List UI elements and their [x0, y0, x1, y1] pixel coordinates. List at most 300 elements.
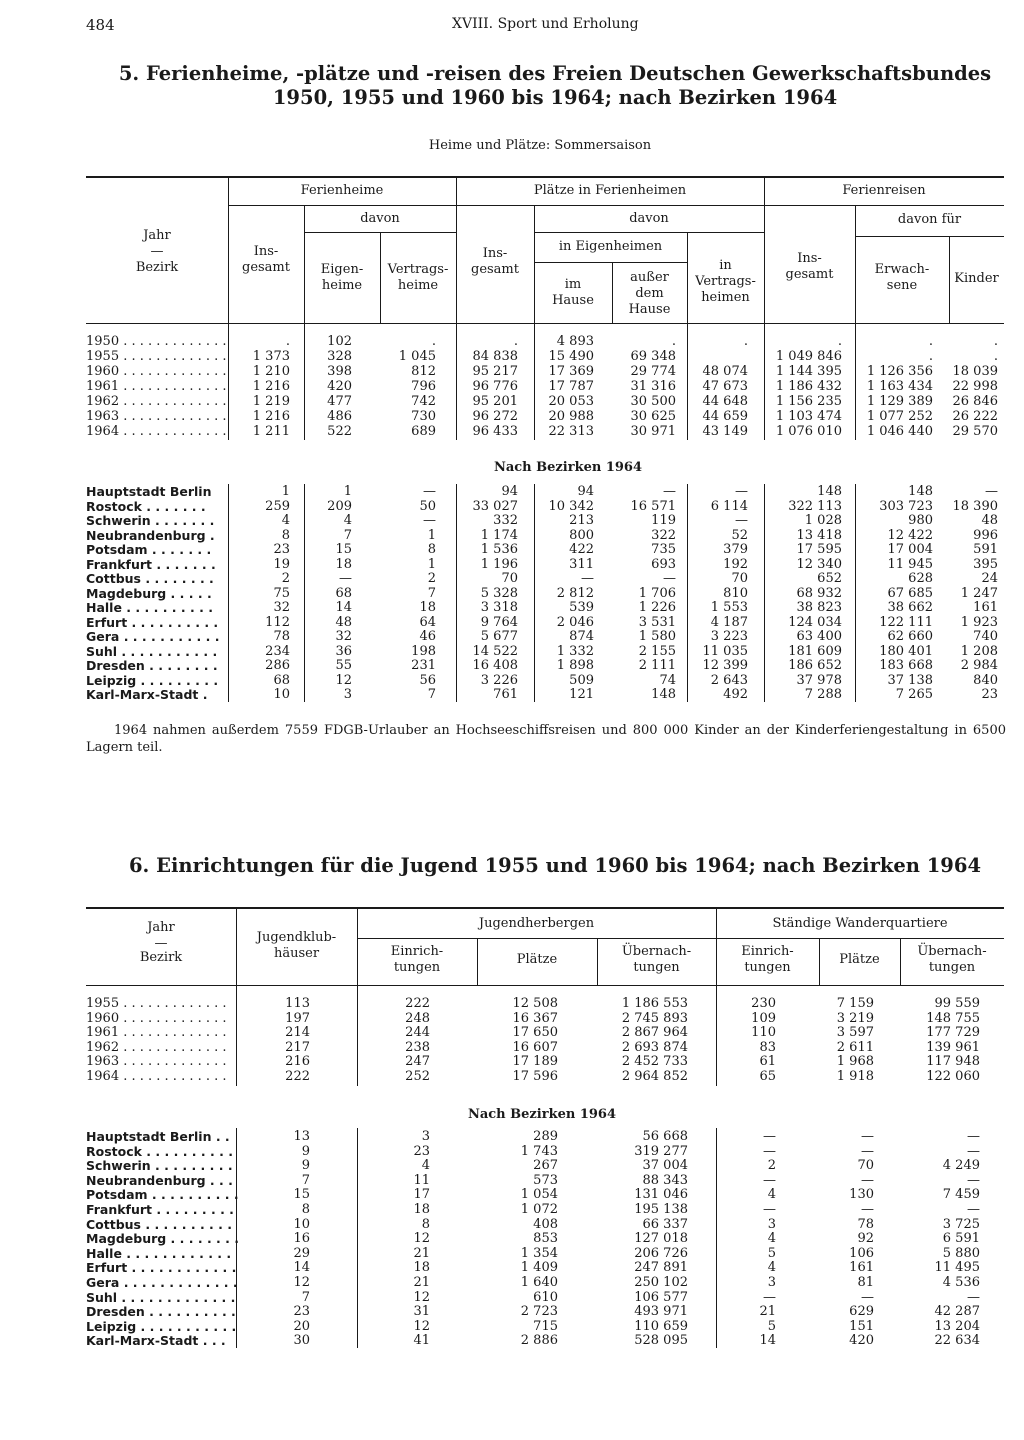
t5-section-label: Nach Bezirken 1964	[493, 460, 643, 475]
row-label: 1962 . . . . . . . . . . . . .	[86, 1039, 227, 1055]
table-cell: —	[861, 1143, 874, 1159]
table-cell: 1 332	[556, 643, 594, 659]
table-cell: 42 287	[934, 1304, 980, 1320]
table-cell: —	[967, 1289, 980, 1305]
t6-sub-rule	[357, 938, 1004, 939]
t6-header-rule	[86, 985, 1004, 986]
table-cell: 230	[751, 996, 776, 1011]
t6-h-plaetze: Plätze	[839, 952, 880, 967]
table-cell: 730	[411, 409, 436, 424]
table-cell: 1 208	[960, 643, 998, 659]
table-cell: 95 217	[472, 364, 518, 379]
table-row	[0, 1320, 1024, 1335]
table-cell: 151	[849, 1318, 874, 1334]
table-cell: 96 272	[472, 409, 518, 424]
table-row	[0, 645, 1024, 660]
table-cell: 10 342	[548, 498, 594, 514]
table-cell: 1 409	[520, 1260, 558, 1276]
table-cell: 24	[981, 571, 998, 586]
table-cell: 3 226	[480, 672, 518, 688]
table-cell: 1 072	[520, 1202, 558, 1217]
table-cell: 10	[293, 1216, 310, 1232]
table-cell: 319 277	[634, 1143, 688, 1159]
table-cell: 1 226	[638, 600, 676, 615]
table-cell: 7 459	[942, 1187, 980, 1203]
t6-h-jahr: Jahr	[147, 920, 175, 935]
row-label: 1964 . . . . . . . . . . . . .	[86, 424, 227, 439]
t6-h-einrichtungen: Einrich- tungen	[390, 944, 444, 975]
table-cell: 2	[767, 1158, 776, 1174]
t5-h-ausser-hause: außer dem Hause	[628, 270, 671, 317]
table-row	[0, 395, 1024, 410]
t6-h-wanderquartiere: Ständige Wanderquartiere	[772, 916, 948, 931]
table-cell: 41	[413, 1333, 430, 1349]
table-cell: 996	[973, 527, 998, 543]
table-cell: 422	[569, 542, 594, 557]
row-label: 1960 . . . . . . . . . . . . .	[86, 364, 227, 379]
table-cell: 11 945	[887, 556, 933, 572]
table-cell: 12	[413, 1318, 430, 1334]
table-cell: 1 144 395	[775, 364, 842, 379]
t6-title: 6. Einrichtungen für die Jugend 1955 und 1960 bis 1964; nach Bezirken 1964	[128, 854, 982, 877]
table-cell: 1 054	[520, 1187, 558, 1203]
table-cell: 48	[981, 513, 998, 528]
t6-h-uebernachtungen: Übernach- tungen	[917, 944, 987, 975]
t6-h-jugendherbergen: Jugendherbergen	[478, 916, 595, 931]
t5-h-ferienreisen: Ferienreisen	[842, 183, 926, 198]
table-cell: 12	[413, 1289, 430, 1305]
table-cell: 9	[301, 1143, 310, 1159]
t5-eigen-rule	[534, 262, 687, 263]
table-cell: 2 452 733	[621, 1054, 688, 1070]
table-cell: —	[339, 571, 352, 586]
table-cell: 17 004	[887, 542, 933, 557]
t6-h-uebernachtungen: Übernach- tungen	[621, 944, 692, 975]
row-label: 1963 . . . . . . . . . . . . .	[86, 1054, 227, 1070]
table-cell: 20 053	[548, 394, 594, 409]
table-cell: 3 318	[480, 600, 518, 615]
table-cell: 32	[273, 600, 290, 615]
table-cell: 14	[293, 1260, 310, 1276]
t5-h-vertragsheime: Vertrags- heime	[387, 262, 449, 293]
t5-h-davon-fuer: davon für	[897, 212, 962, 227]
table-cell: 117 948	[926, 1054, 980, 1070]
table-cell: —	[663, 484, 676, 499]
table-cell: 148	[817, 484, 842, 499]
table-cell: 234	[265, 643, 290, 659]
table-cell: 3	[343, 687, 352, 702]
table-cell: 16 571	[630, 498, 676, 514]
table-cell: 8	[421, 1216, 430, 1232]
table-cell: 78	[273, 629, 290, 644]
table-cell: 32	[335, 629, 352, 644]
table-cell: 289	[533, 1129, 558, 1144]
running-head: XVIII. Sport und Erholung	[452, 16, 639, 32]
row-label: Frankfurt . . . . . . .	[86, 556, 216, 572]
table-cell: .	[431, 334, 436, 349]
table-cell: 4	[767, 1187, 776, 1203]
table-cell: 2	[427, 571, 436, 586]
table-cell: 328	[327, 349, 352, 364]
table-cell: 3 219	[836, 1010, 874, 1026]
t5-header-rule	[86, 323, 1004, 324]
table-cell: 31 316	[630, 379, 676, 394]
table-cell: 67 685	[887, 585, 933, 601]
table-cell: 1 923	[960, 614, 998, 630]
table-cell: 18 039	[952, 364, 998, 379]
table-cell: 131 046	[634, 1187, 688, 1203]
table-cell: 62 660	[887, 629, 933, 644]
t6-section-label: Nach Bezirken 1964	[467, 1107, 617, 1122]
table-row	[0, 1012, 1024, 1027]
table-cell: 1 126 356	[866, 364, 933, 379]
table-cell: 206 726	[634, 1245, 688, 1261]
table-cell: 2 886	[520, 1333, 558, 1349]
table-row	[0, 1041, 1024, 1056]
table-cell: 1 219	[252, 394, 290, 409]
table-row	[0, 1305, 1024, 1320]
table-cell: 1	[343, 484, 352, 499]
table-cell: 161	[849, 1260, 874, 1276]
row-label: Leipzig . . . . . . . . . . .	[86, 1318, 237, 1334]
table-cell: 2 812	[556, 585, 594, 601]
table-cell: 99 559	[934, 996, 980, 1011]
table-cell: 1 174	[480, 527, 518, 543]
table-cell: 14	[759, 1333, 776, 1349]
table-cell: 735	[651, 542, 676, 557]
table-cell: 591	[973, 542, 998, 557]
table-cell: .	[743, 334, 748, 349]
table-cell: 874	[569, 629, 594, 644]
table-cell: 693	[651, 556, 676, 572]
table-cell: 1 186 553	[621, 996, 688, 1011]
table-cell: 30 971	[630, 424, 676, 439]
table-cell: 12 508	[512, 996, 558, 1011]
table-cell: 18	[413, 1202, 430, 1217]
table-row	[0, 1261, 1024, 1276]
table-cell: 5	[767, 1318, 776, 1334]
table-cell: 78	[857, 1216, 874, 1232]
table-cell: 1 743	[520, 1143, 558, 1159]
t5-title-line1: 5. Ferienheime, -plätze und -reisen des Freien Deutschen Gewerkschaftsbundes	[118, 62, 992, 85]
t5-h-jahr: Jahr	[143, 228, 171, 243]
table-cell: —	[967, 1129, 980, 1144]
table-cell: 68 932	[796, 585, 842, 601]
table-cell: 1 045	[398, 349, 436, 364]
table-cell: 70	[501, 571, 518, 586]
row-label: 1964 . . . . . . . . . . . . .	[86, 1069, 227, 1084]
row-label: Rostock . . . . . . . . . .	[86, 1143, 233, 1159]
table-cell: 2 111	[638, 658, 676, 673]
table-cell: 379	[723, 542, 748, 557]
table-cell: 322	[651, 527, 676, 543]
table-cell: .	[928, 334, 933, 349]
table-cell: 1 028	[804, 513, 842, 528]
table-cell: —	[763, 1202, 776, 1217]
table-cell: 4 187	[710, 614, 748, 630]
table-cell: 139 961	[926, 1039, 980, 1055]
table-cell: 6 591	[942, 1231, 980, 1247]
table-cell: 420	[849, 1333, 874, 1349]
row-label: 1962 . . . . . . . . . . . . .	[86, 394, 227, 409]
table-cell: 13	[293, 1129, 310, 1144]
t5-h-plaetze-insgesamt: Ins- gesamt	[471, 246, 519, 277]
table-cell: 33 027	[472, 498, 518, 514]
row-label: Hauptstadt Berlin	[86, 484, 212, 499]
table-cell: 23	[293, 1304, 310, 1320]
table-row	[0, 1026, 1024, 1041]
table-cell: 980	[908, 513, 933, 528]
table-row	[0, 1247, 1024, 1262]
table-cell: 4 249	[942, 1158, 980, 1174]
table-cell: 610	[533, 1289, 558, 1305]
row-label: 1961 . . . . . . . . . . . . .	[86, 1025, 227, 1041]
table-cell: 286	[265, 658, 290, 673]
table-cell: 4	[767, 1260, 776, 1276]
table-cell: 7	[301, 1172, 310, 1188]
table-cell: 48 074	[702, 364, 748, 379]
table-cell: 1	[427, 556, 436, 572]
row-label: Rostock . . . . . . .	[86, 498, 206, 514]
table-cell: 408	[533, 1216, 558, 1232]
table-cell: .	[993, 334, 998, 349]
table-cell: 47 673	[702, 379, 748, 394]
table-cell: 15 490	[548, 349, 594, 364]
table-cell: —	[763, 1172, 776, 1188]
table-cell: 43 149	[702, 424, 748, 439]
table-row	[0, 1232, 1024, 1247]
row-label: Suhl . . . . . . . . . . . . .	[86, 1289, 236, 1305]
table-cell: 22 634	[934, 1333, 980, 1349]
table-cell: 2 643	[710, 672, 748, 688]
table-cell: 22 313	[548, 424, 594, 439]
table-cell: 5 880	[942, 1245, 980, 1261]
table-cell: 11	[413, 1172, 430, 1188]
t5-davon-rule	[534, 232, 764, 233]
table-cell: 853	[533, 1231, 558, 1247]
table-cell: 37 978	[796, 672, 842, 688]
t5-title	[90, 62, 1020, 110]
row-label: Magdeburg . . . . .	[86, 585, 212, 601]
table-cell: 109	[751, 1010, 776, 1026]
table-row	[0, 514, 1024, 529]
table-cell: 16 607	[512, 1039, 558, 1055]
table-cell: 38 823	[796, 600, 842, 615]
table-cell: 7	[427, 585, 436, 601]
table-cell: 800	[569, 527, 594, 543]
table-cell: 2 155	[638, 643, 676, 659]
table-cell: 398	[327, 364, 352, 379]
table-row	[0, 500, 1024, 515]
table-row	[0, 1334, 1024, 1349]
table-cell: 88 343	[642, 1172, 688, 1188]
table-cell: 195 138	[634, 1202, 688, 1217]
t5-h-kinder: Kinder	[954, 271, 999, 286]
table-cell: 124 034	[788, 614, 842, 630]
table-cell: 4 893	[556, 334, 594, 349]
row-label: Cottbus . . . . . . . . . .	[86, 1216, 233, 1232]
t5-h-bezirk: Bezirk	[135, 260, 179, 275]
row-label: Leipzig . . . . . . . . .	[86, 672, 219, 688]
table-cell: —	[735, 484, 748, 499]
table-cell: 322 113	[788, 498, 842, 514]
table-cell: 259	[265, 498, 290, 514]
row-label: Halle . . . . . . . . . .	[86, 600, 213, 615]
t5-sub-rule	[228, 205, 1004, 206]
table-cell: 70	[857, 1158, 874, 1174]
table-cell: 528 095	[634, 1333, 688, 1349]
table-cell: 4	[767, 1231, 776, 1247]
table-cell: 69 348	[630, 349, 676, 364]
table-cell: 16 367	[512, 1010, 558, 1026]
table-cell: 652	[817, 571, 842, 586]
table-cell: 1 196	[480, 556, 518, 572]
table-row	[0, 1291, 1024, 1306]
table-cell: 83	[759, 1039, 776, 1055]
table-cell: 715	[533, 1318, 558, 1334]
table-cell: 2 984	[960, 658, 998, 673]
table-cell: 3 725	[942, 1216, 980, 1232]
table-row	[0, 572, 1024, 587]
table-cell: 148	[908, 484, 933, 499]
table-cell: —	[423, 513, 436, 528]
table-cell: 2 964 852	[621, 1069, 688, 1084]
table-cell: 15	[293, 1187, 310, 1203]
t5-h-in-eigenheimen: in Eigenheimen	[558, 239, 663, 254]
table-cell: 161	[973, 600, 998, 615]
row-label: Frankfurt . . . . . . . . .	[86, 1202, 234, 1217]
table-row	[0, 335, 1024, 350]
t5-h-reisen-insgesamt: Ins- gesamt	[785, 251, 834, 282]
table-cell: 810	[723, 585, 748, 601]
table-cell: .	[928, 349, 933, 364]
table-cell: 3	[767, 1216, 776, 1232]
table-cell: 1 216	[252, 379, 290, 394]
table-cell: —	[861, 1289, 874, 1305]
t6-top-rule	[86, 907, 1004, 909]
table-cell: 37 138	[887, 672, 933, 688]
t5-title-line2: 1950, 1955 und 1960 bis 1964; nach Bezirken 1964	[272, 86, 838, 109]
table-cell: 1 553	[710, 600, 748, 615]
t5-h-im-hause: im Hause	[552, 277, 594, 308]
table-cell: 12	[293, 1275, 310, 1290]
table-cell: 1 706	[638, 585, 676, 601]
row-label: 1963 . . . . . . . . . . . . .	[86, 409, 227, 424]
table-cell: 1 076 010	[775, 424, 842, 439]
table-cell: 12	[335, 672, 352, 688]
table-cell: 1 211	[252, 424, 290, 439]
t5-footnote: 1964 nahmen außerdem 7559 FDGB-Urlauber an Hochseeschiffsreisen und 800 000 Kinder an der Kinderferiengestaltung in 6500 Lagern teil.	[86, 723, 1006, 755]
table-cell: .	[285, 334, 290, 349]
table-cell: —	[763, 1143, 776, 1159]
table-cell: 17 787	[548, 379, 594, 394]
row-label: Neubrandenburg .	[86, 527, 215, 543]
table-cell: 3 223	[710, 629, 748, 644]
table-row	[0, 558, 1024, 573]
row-label: Potsdam . . . . . . . . . .	[86, 1187, 239, 1203]
table-cell: 522	[327, 424, 352, 439]
table-cell: 48	[335, 614, 352, 630]
table-row	[0, 1159, 1024, 1174]
table-cell: 23	[413, 1143, 430, 1159]
table-cell: 1 247	[960, 585, 998, 601]
table-row	[0, 350, 1024, 365]
row-label: Cottbus . . . . . . . .	[86, 571, 214, 586]
table-cell: 1 898	[556, 658, 594, 673]
table-cell: 94	[577, 484, 594, 499]
table-cell: 1 103 474	[775, 409, 842, 424]
table-cell: 7 265	[895, 687, 933, 702]
table-cell: 180 401	[879, 643, 933, 659]
table-cell: 68	[335, 585, 352, 601]
table-cell: 1 373	[252, 349, 290, 364]
table-cell: 14	[335, 600, 352, 615]
table-cell: —	[861, 1202, 874, 1217]
row-label: 1961 . . . . . . . . . . . . .	[86, 379, 227, 394]
row-label: Halle . . . . . . . . . . . .	[86, 1245, 232, 1261]
table-cell: 3 531	[638, 614, 676, 630]
table-cell: 7	[427, 687, 436, 702]
table-cell: —	[967, 1143, 980, 1159]
table-cell: 18	[419, 600, 436, 615]
table-cell: 3 597	[836, 1025, 874, 1041]
table-cell: 26 846	[952, 394, 998, 409]
table-cell: 63 400	[796, 629, 842, 644]
table-row	[0, 1145, 1024, 1160]
table-row	[0, 1203, 1024, 1218]
table-cell: 5	[767, 1245, 776, 1261]
table-cell: 44 659	[702, 409, 748, 424]
table-cell: 197	[285, 1010, 310, 1026]
table-cell: 16	[293, 1231, 310, 1247]
table-cell: 7 159	[836, 996, 874, 1011]
table-cell: 2 867 964	[621, 1025, 688, 1041]
table-cell: 12	[413, 1231, 430, 1247]
table-cell: 420	[327, 379, 352, 394]
table-cell: 192	[723, 556, 748, 572]
table-cell: 7	[343, 527, 352, 543]
table-cell: —	[423, 484, 436, 499]
row-label: 1955 . . . . . . . . . . . . .	[86, 996, 227, 1011]
table-cell: —	[985, 484, 998, 499]
table-cell: .	[671, 334, 676, 349]
table-cell: 12 340	[796, 556, 842, 572]
table-cell: 247	[405, 1054, 430, 1070]
table-cell: 12 399	[702, 658, 748, 673]
table-cell: 18	[335, 556, 352, 572]
table-cell: .	[837, 334, 842, 349]
row-label: 1955 . . . . . . . . . . . . .	[86, 349, 227, 364]
table-row	[0, 485, 1024, 500]
table-cell: 66 337	[642, 1216, 688, 1232]
table-cell: 216	[285, 1054, 310, 1070]
table-cell: 29 774	[630, 364, 676, 379]
table-cell: 2 693 874	[621, 1039, 688, 1055]
table-cell: 46	[419, 629, 436, 644]
table-cell: 7	[301, 1289, 310, 1305]
table-cell: 1	[427, 527, 436, 543]
table-cell: 252	[405, 1069, 430, 1084]
t5-h-eigenheime: Eigen- heime	[320, 262, 364, 293]
table-cell: 231	[411, 658, 436, 673]
table-cell: —	[663, 571, 676, 586]
table-cell: 486	[327, 409, 352, 424]
table-cell: 573	[533, 1172, 558, 1188]
table-cell: —	[967, 1202, 980, 1217]
table-cell: 1 918	[836, 1069, 874, 1084]
table-cell: 52	[731, 527, 748, 543]
table-row	[0, 380, 1024, 395]
